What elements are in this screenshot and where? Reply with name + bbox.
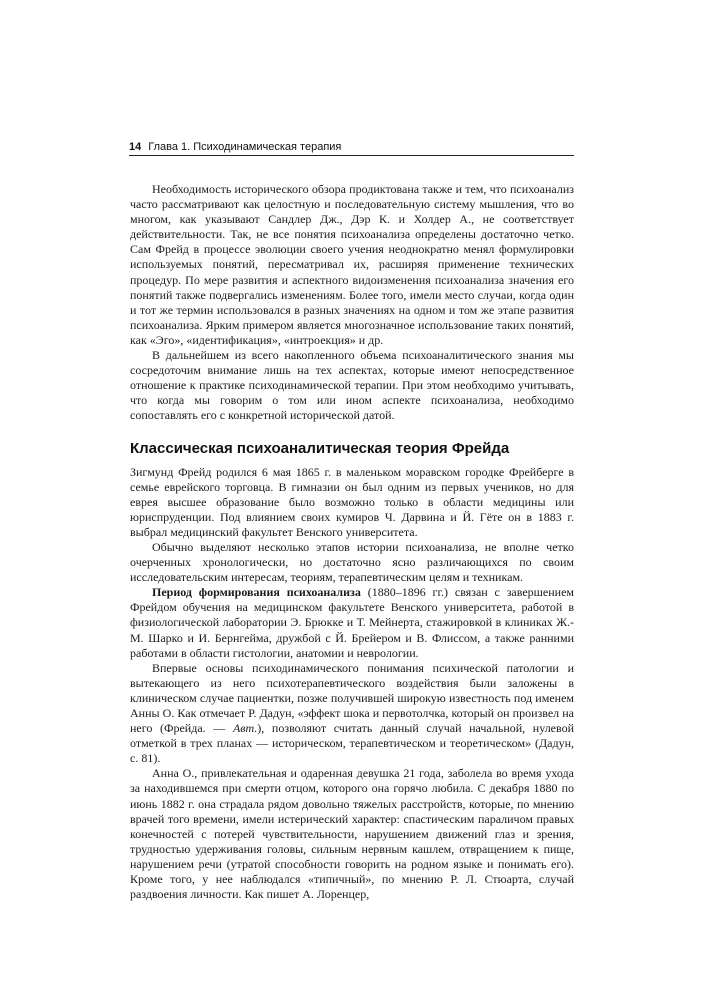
running-header <box>129 140 574 154</box>
paragraph <box>130 661 574 767</box>
paragraph <box>130 585 574 660</box>
author-abbreviation: Авт. <box>232 721 258 736</box>
period-title: Период формирования психоанализа <box>152 585 361 600</box>
paragraph: Необходимость исторического обзора продиктована также и тем, что психоанализ часто рассматривают как целостную и последовательную систему мышления, что во многом, как указывают Сандлер Дж., Дэр К. и Холдер А., не соответствует действительности. Так, не все понятия психоанализа определены достаточно четко. Сам Фрейд в процессе эволюции своего учения неоднократно менял формулировки используемых понятий, пересматривал их, расширяя применение технических процедур. По мере развития и аспектного видоизменения психоанализа значения его понятий также подвергались изменениям. Более того, имели место случаи, когда один и тот же термин использовался в разных значениях на одном и том же этапе развития психоанализа. Ярким примером является многозначное использование таких понятий, как «Эго», «идентификация», «интроекция» и др. <box>130 182 574 347</box>
chapter-title: Глава 1. Психодинамическая терапия <box>148 141 342 153</box>
paragraph-text: ), позволяют считать данный случай начальной, нулевой отметкой в трех планах — историческом, терапевтическом и теоретическом» (Дадун, с. 81). <box>130 721 575 766</box>
paragraph: Обычно выделяют несколько этапов истории психоанализа, не вполне четко очерченных хронологически, но достаточно ясно различающихся по своим исследовательским интересам, теориям, терапевтическим целям и техникам. <box>130 539 574 585</box>
header-rule <box>129 155 574 156</box>
paragraph: В дальнейшем из всего накопленного объема психоаналитического знания мы сосредоточим внимание лишь на тех аспектах, которые имеют непосредственное отношение к практике психодинамической терапии. При этом необходимо учитывать, что когда мы говорим о том или ином аспекте психоанализа, необходимо сопоставлять его с конкретной исторической датой. <box>130 348 574 423</box>
paragraph: Анна О., привлекательная и одаренная девушка 21 года, заболела во время ухода за находившемся при смерти отцом, которого она горячо любила. С декабря 1880 по июнь 1882 г. она страдала рядом довольно тяжелых расстройств, которые, по мнению врачей того времени, имели истерический характер: спастическим параличом правых конечностей с потерей чувствительности, нарушением движений глаз и зрения, трудностью удерживания головы, сильным нервным кашлем, отвращением к пище, нарушением речи (утратой способности говорить на родном языке и понимать его). Кроме того, у нее наблюдался «типичный», по мнению Р. Л. Стюарта, случай раздвоения личности. Как пишет А. Лоренцер, <box>130 766 574 902</box>
paragraph: Зигмунд Фрейд родился 6 мая 1865 г. в маленьком моравском городке Фрейберге в семье еврейского торговца. В гимназии он был одним из первых учеников, но для еврея высшее образование было возможно только в области медицины или юриспруденции. Под влиянием своих кумиров Ч. Дарвина и Й. Гёте он в 1883 г. выбрал медицинский факультет Венского университета. <box>130 464 574 539</box>
body-text <box>130 182 574 902</box>
page-number: 14 <box>129 141 142 153</box>
paragraph-text: (1880–1896 гг.) связан с завершением Фрейдом обучения на медицинском факультете Венского университета, работой в физиологической лаборатории Э. Брюкке и Т. Мейнерта, стажировкой в клиниках Ж.-М. Шарко и И. Бернгейма, дружбой с Й. Брейером и В. Флиссом, а также ранними работами в области гистологии, анатомии и неврологии. <box>130 585 575 660</box>
paragraph-text: Впервые основы психодинамического понимания психической патологии и вытекающего из него психотерапевтического воздействия были заложены в клиническом случае пациентки, позже получившей широкую известность под именем Анны О. Как отмечает Р. Дадун, «эффект шока и первотолчка, который он произвел на него (Фрейда. — <box>130 660 574 736</box>
section-heading: Классическая психоаналитическая теория Фрейда <box>130 439 510 457</box>
